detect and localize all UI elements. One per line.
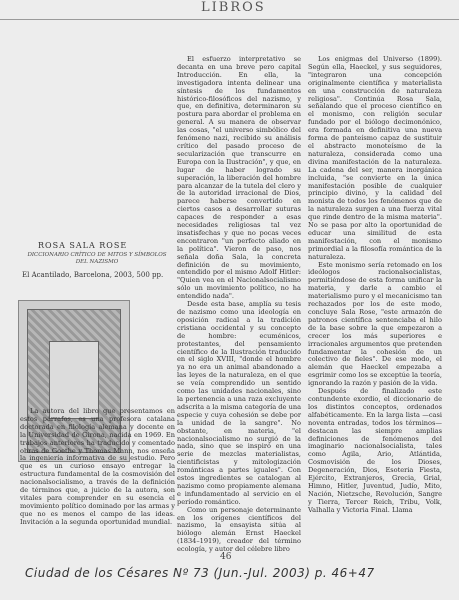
paragraph: Después de finalizado este contundente exordio, el diccionario de los distintos conceptos, ordenados alfabéticamente. En la larga lista —casi noventa entradas, todos los términos— destacan las siempre amplias definiciones de fenómenos del imaginario nacionalsocialista, tales como Ágila, Ario, Atlántida, Cosmovisión de los Dioses, Degeneración, Dios, Esoteria Fiesta, Ejército, Extranjeros, Grecia, Grial, Himno, Hitler, Juventud, Judío, Mito, Nación, Nietzsche, Revolución, Sangre y Tierra, Tercer Reich, Tribu, Volk, Valhalla y Victoria Final. Llama xyxy=(308,387,442,514)
book-author: ROSA SALA ROSE xyxy=(38,241,128,250)
page-number: 46 xyxy=(220,552,232,562)
book-publisher: El Acantilado, Barcelona, 2003, 500 pp. xyxy=(22,271,164,279)
paragraph: La autora del libro que presentamos en estos párrafos, es una profesora catalana doctorada en filología alemana y docente en la Universidad de Girona, nacida en 1969. En trabajos anteriores ha traducido y comentado obras de Goethe y Thomas Mann, nos enseña la ingeniería informativa de su estudio. Pero que es un curioso ensayo entregar la estructura fundamental de la cosmovisión del nacionalsocialismo, a través de la definición de términos que, a juicio de la autora, son vitales para comprender en su esencia el movimiento político dominado por las armas y que no es menos el campo de las ideas. Invitación a la segunda oportunidad mundial. xyxy=(20,407,175,526)
header-rule xyxy=(0,19,459,20)
paragraph: Como un personaje determinante en los orígenes científicos del nazismo, la ensayista sitúa al biólogo alemán Ernst Haeckel (1834–1919), creador del término ecología, y autor del célebre libro xyxy=(177,505,301,554)
paragraph: Los enigmas del Universo (1899). Según ella, Haeckel, y sus seguidores, "integraron una concepción originalmente científica y materialista en una construcción de naturaleza religiosa". Continúa Rosa Sala, señalando que el proceso científico en el monismo, con religión secular fundado por el biólogo decimonónico, era formada en definitiva una nueva forma de panteísmo capaz de sustituir el abstracto monoteísmo de la naturaleza, considerada como una divina manifestación de la naturaleza. La cadena del ser, manera inorgánica incluida, "se convierte en la única manifestación posible de cualquier principio divino, y la calidad del monista de todos los fenómenos que de la naturaleza surgen a una fuerza vital que rinde dentro de la misma materia". No se pasa por alto la oportunidad de educar una similitud de esta manifestación, con el monismo primordial a la filosofía romántica de la naturaleza. xyxy=(308,55,442,261)
handwritten-citation: Ciudad de los Césares Nº 73 (Jun.-Jul. 2003) p. 46+47 xyxy=(25,566,375,580)
paragraph: Desde esta base, amplía su tesis de nazismo como una ideología en oposición radical a la tradición cristiana occidental y su concepto de hombre: ecuménicos, protestantes, del pensamiento científico de la Ilustración traducido en el siglo XVIII, "donde el hombre ya no era un animal abandonado a las leyes de la naturaleza, en el que se veía comprendido un sentido como las unidades nacionales, sino la pertenencia a una raza excluyente adscrita a la misma categoría de una especie y cuya cohesión se debe por la unidad de la sangre". No obstante, en materia, "el nacionalsocialismo no surgió de la nada, sino que se inspiró en una serie de mezclas materialistas, cientificistas y mitologización románticas a partes iguales". Con estos ingredientes se catalogan al nazismo como propiamente alemana e infundamentado al servicio en el período romántico. xyxy=(177,300,301,506)
column-b xyxy=(308,56,442,515)
paragraph: El esfuerzo interpretativo se decanta en una breve pero capital Introducción. En ella, la investigadora intenta delinear una síntesis de los fundamentos histórico-filosóficos del nazismo, y que, en definitiva, determinaron su postura para abordar el problema en general. A su manera de observar las cosas, "el universo simbólico del fenómeno nazi, recibido su análisis crítico del pasado proceso de secularización que transcurre en Europa con la Ilustración", y que, en lugar de haber logrado su superación, la liberación del hombre para alcanzar de la tutela del clero y de la autoridad irracional de Dios, parece haberse convertido en ciertos casos a desarrollar suturas capaces de responder a esas necesidades religiosas tal vez insatisfechas y que no pocas veces encontraron "un perfecto aliado en la política". Vieron de paso, nos señala doña Sala, la concreta definición de su movimiento, entendido por el mismo Adolf Hitler: "Quien vea en el Nacionalsocialismo sólo un movimiento político, no ha entendido nada". xyxy=(177,55,301,301)
section-title: LIBROS xyxy=(201,0,266,15)
paragraph: Este monismo sería retomado en los ideólogos racionalsocialistas, permitiéndose de esta forma unificar la materia, y darle a cambio el materialismo puro y el mecanicismo tan rechazados por los de este modo, concluye Sala Rose, "este armazón de patronos científica sentenciaba el hilo de la base sobre la que empezaron a crecer los más superiores e irracionales argumentos que pretenden fundamentar la cohesión de un colectivo de fieles". De ese modo, el alemán que Haeckel empezaba a esgrimir como los se exceptúe la teoría, ignorando la razón y pasión de la vida. xyxy=(308,260,442,388)
column-c xyxy=(20,408,175,527)
column-a xyxy=(177,56,301,554)
book-title: DICCIONARIO CRÍTICO DE MITOS Y SÍMBOLOS DEL NAZISMO xyxy=(27,252,167,265)
